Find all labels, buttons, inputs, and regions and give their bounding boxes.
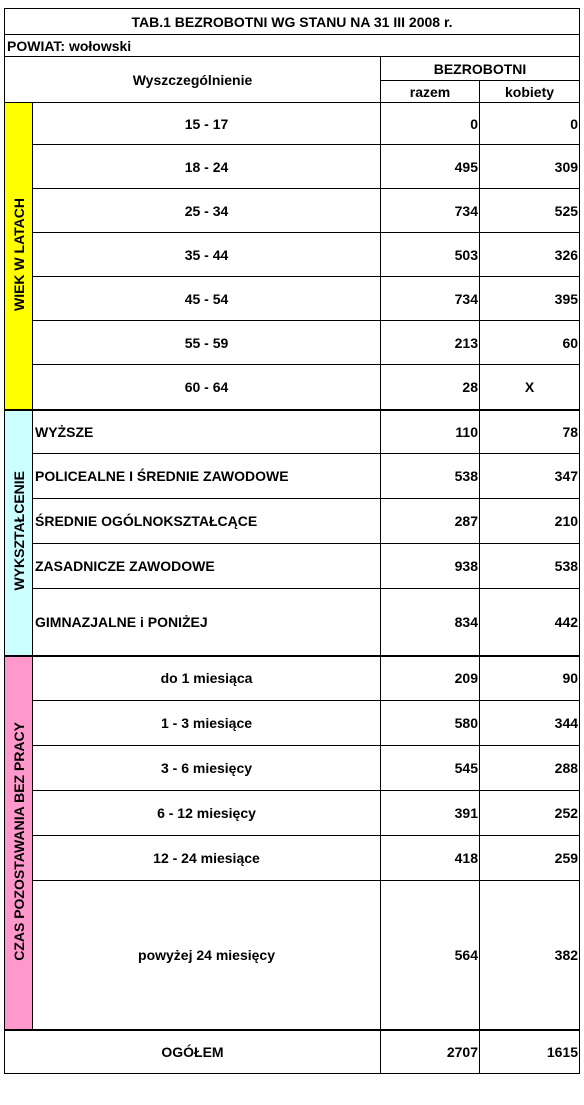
table-row	[5, 189, 580, 233]
section-czas-label: CZAS POZOSTAWANIA BEZ PRACY	[10, 721, 27, 961]
razem-value: 834	[381, 589, 480, 656]
kobiety-value: 382	[480, 881, 580, 1030]
kobiety-value: X	[480, 365, 580, 410]
kobiety-value: 78	[480, 410, 580, 454]
table-row	[5, 589, 580, 656]
table-title: TAB.1 BEZROBOTNI WG STANU NA 31 III 2008 r.	[5, 9, 580, 35]
kobiety-value: 326	[480, 233, 580, 277]
total-label: OGÓŁEM	[5, 1030, 381, 1074]
kobiety-value: 210	[480, 499, 580, 544]
row-label: 12 - 24 miesiące	[33, 836, 381, 881]
razem-value: 938	[381, 544, 480, 589]
table-row	[5, 701, 580, 746]
row-label: WYŻSZE	[33, 410, 381, 454]
table-row	[5, 746, 580, 791]
header-wyszczegolnienie: Wyszczególnienie	[5, 57, 381, 103]
row-label: 25 - 34	[33, 189, 381, 233]
kobiety-value: 288	[480, 746, 580, 791]
razem-value: 734	[381, 277, 480, 321]
table-row	[5, 277, 580, 321]
row-label: 1 - 3 miesiące	[33, 701, 381, 746]
razem-value: 538	[381, 454, 480, 499]
table-row	[5, 791, 580, 836]
razem-value: 391	[381, 791, 480, 836]
kobiety-value: 344	[480, 701, 580, 746]
row-label: 60 - 64	[33, 365, 381, 410]
unemployment-table	[4, 8, 580, 1074]
row-label: 18 - 24	[33, 145, 381, 189]
table-row	[5, 499, 580, 544]
kobiety-value: 60	[480, 321, 580, 365]
total-row	[5, 1030, 580, 1074]
razem-value: 580	[381, 701, 480, 746]
kobiety-value: 252	[480, 791, 580, 836]
row-label: 3 - 6 miesięcy	[33, 746, 381, 791]
razem-value: 28	[381, 365, 480, 410]
kobiety-value: 309	[480, 145, 580, 189]
table-row	[5, 454, 580, 499]
row-label: 15 - 17	[33, 103, 381, 145]
kobiety-value: 0	[480, 103, 580, 145]
table-row	[5, 881, 580, 1030]
table-row	[5, 365, 580, 410]
header-bezrobotni: BEZROBOTNI	[381, 57, 580, 81]
section-wyksztalcenie-label: WYKSZTAŁCENIE	[10, 471, 27, 591]
razem-value: 110	[381, 410, 480, 454]
row-label: 35 - 44	[33, 233, 381, 277]
razem-value: 495	[381, 145, 480, 189]
table-row	[5, 233, 580, 277]
razem-value: 287	[381, 499, 480, 544]
razem-value: 503	[381, 233, 480, 277]
header-kobiety: kobiety	[480, 81, 580, 103]
kobiety-value: 395	[480, 277, 580, 321]
razem-value: 564	[381, 881, 480, 1030]
row-label: ZASADNICZE ZAWODOWE	[33, 544, 381, 589]
section-wiek	[5, 103, 33, 410]
row-label: do 1 miesiąca	[33, 656, 381, 701]
table-row	[5, 836, 580, 881]
kobiety-value: 90	[480, 656, 580, 701]
kobiety-value: 259	[480, 836, 580, 881]
table-row	[5, 656, 580, 701]
total-kobiety-value: 1615	[480, 1030, 580, 1074]
razem-value: 213	[381, 321, 480, 365]
razem-value: 545	[381, 746, 480, 791]
razem-value: 0	[381, 103, 480, 145]
razem-value: 418	[381, 836, 480, 881]
row-label: 6 - 12 miesięcy	[33, 791, 381, 836]
razem-value: 209	[381, 656, 480, 701]
row-label: ŚREDNIE OGÓLNOKSZTAŁCĄCE	[33, 499, 381, 544]
kobiety-value: 442	[480, 589, 580, 656]
total-razem-value: 2707	[381, 1030, 480, 1074]
row-label: POLICEALNE I ŚREDNIE ZAWODOWE	[33, 454, 381, 499]
kobiety-value: 538	[480, 544, 580, 589]
section-wyksztalcenie	[5, 410, 33, 656]
powiat-label: POWIAT: wołowski	[5, 35, 580, 57]
row-label: GIMNAZJALNE i PONIŻEJ	[33, 589, 381, 656]
row-label: 45 - 54	[33, 277, 381, 321]
section-czas	[5, 656, 33, 1030]
table-row	[5, 410, 580, 454]
kobiety-value: 347	[480, 454, 580, 499]
razem-value: 734	[381, 189, 480, 233]
row-label: 55 - 59	[33, 321, 381, 365]
table-row	[5, 145, 580, 189]
table-row	[5, 321, 580, 365]
table-row	[5, 544, 580, 589]
table-row	[5, 103, 580, 145]
row-label: powyżej 24 miesięcy	[33, 881, 381, 1030]
kobiety-value: 525	[480, 189, 580, 233]
section-wiek-label: WIEK W LATACH	[10, 197, 27, 311]
header-razem: razem	[381, 81, 480, 103]
